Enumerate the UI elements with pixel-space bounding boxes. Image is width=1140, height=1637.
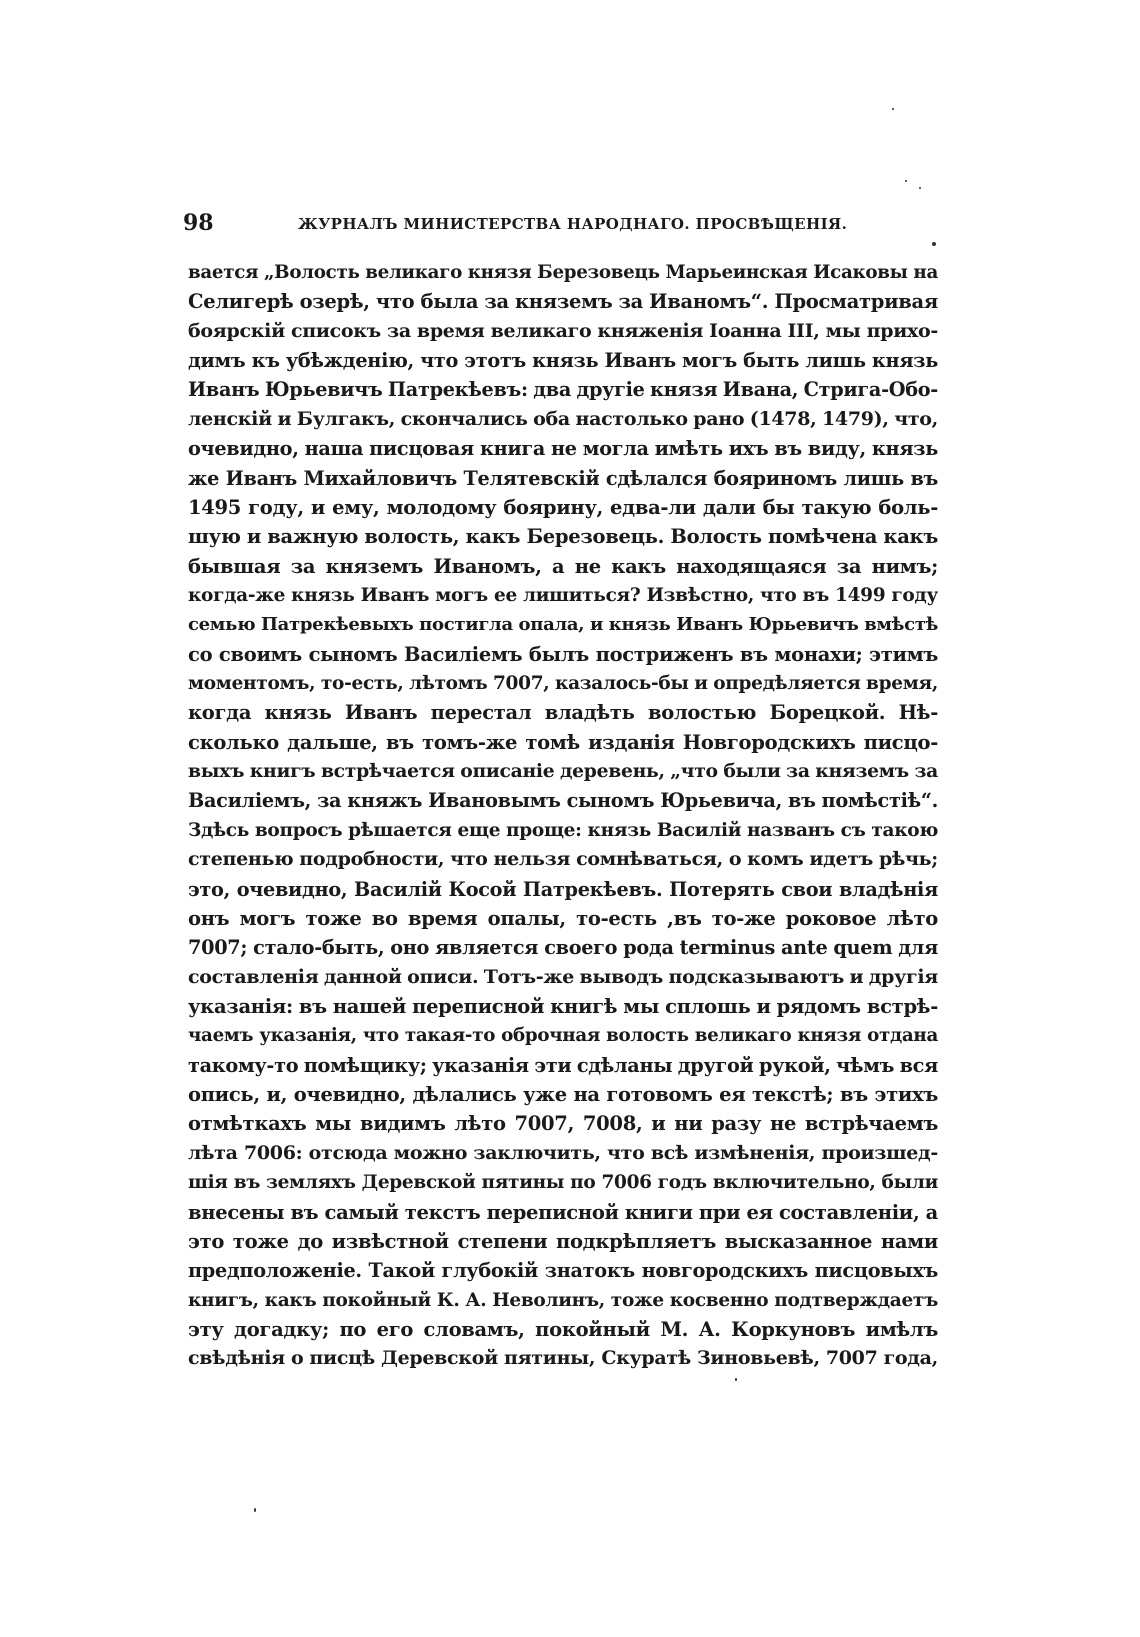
text-line: составленія данной описи. Тотъ-же выводъ подсказываютъ и другія bbox=[188, 965, 938, 988]
text-line: бывшая за княземъ Иваномъ, а не какъ находящаяся за нимъ; bbox=[188, 554, 938, 578]
text-line: когда князь Иванъ перестал владѣть волостью Борецкой. Нѣ- bbox=[188, 701, 938, 725]
page-number: 98 bbox=[183, 210, 214, 236]
text-line: лѣта 7006: отсюда можно заключить, что всѣ измѣненія, произшед- bbox=[188, 1141, 938, 1164]
page-header bbox=[183, 208, 943, 238]
text-line: книгъ, какъ покойный К. А. Неволинъ, тоже косвенно подтверждаетъ bbox=[188, 1289, 938, 1311]
text-line: опись, и, очевидно, дѣлались уже на готовомъ ея текстѣ; въ этихъ bbox=[188, 1083, 938, 1107]
scan-speck bbox=[932, 242, 936, 246]
text-line: семью Патрекѣевыхъ постигла опала, и князь Иванъ Юрьевичъ вмѣстѣ bbox=[188, 614, 938, 636]
body-text bbox=[188, 258, 938, 1374]
text-line: онъ могъ тоже во время опалы, то-есть ,въ то-же роковое лѣто bbox=[188, 906, 938, 930]
running-head: ЖУРНАЛЪ МИНИСТЕРСТВА НАРОДНАГО. ПРОСВѢЩЕНІЯ. bbox=[298, 215, 848, 233]
text-line: димъ къ убѣжденію, что этотъ князь Иванъ могъ быть лишь князь bbox=[188, 349, 938, 373]
scan-speck bbox=[919, 187, 921, 189]
text-line: отмѣткахъ мы видимъ лѣто 7007, 7008, и ни разу не встрѣчаемъ bbox=[188, 1112, 938, 1136]
scan-speck bbox=[905, 180, 907, 182]
text-line: когда-же князь Иванъ могъ ее лишиться? Извѣстно, что въ 1499 году bbox=[188, 584, 938, 606]
text-line: моментомъ, то-есть, лѣтомъ 7007, казалось-бы и опредѣляется время, bbox=[188, 673, 938, 695]
text-line: чаемъ указанія, что такая-то оброчная волость великаго князя отдана bbox=[188, 1025, 938, 1047]
text-line: боярскій списокъ за время великаго княженія Іоанна III, мы прихо- bbox=[188, 319, 938, 342]
text-line: вается „Волость великаго князя Березовець Марьеинская Исаковы на bbox=[188, 262, 938, 283]
text-line: очевидно, наша писцовая книга не могла имѣть ихъ въ виду, князь bbox=[188, 437, 938, 461]
text-line: эту догадку; по его словамъ, покойный М. А. Коркуновъ имѣлъ bbox=[188, 1317, 938, 1341]
text-line: со своимъ сыномъ Василіемъ былъ постриженъ въ монахи; этимъ bbox=[188, 642, 938, 666]
text-line: же Иванъ Михайловичъ Телятевскій сдѣлался бояриномъ лишь въ bbox=[188, 466, 938, 490]
text-line: Василіемъ, за княжъ Ивановымъ сыномъ Юрьевича, въ помѣстіѣ“. bbox=[188, 789, 938, 813]
text-line: Здѣсь вопросъ рѣшается еще проще: князь Василій названъ съ такою bbox=[188, 819, 938, 841]
scan-speck bbox=[254, 1508, 256, 1512]
text-line: шую и важную волость, какъ Березовець. Волость помѣчена какъ bbox=[188, 525, 938, 549]
text-line: сколько дальше, въ томъ-же томѣ изданія Новгородскихъ писцо- bbox=[188, 730, 938, 754]
text-line: свѣдѣнія о писцѣ Деревской пятины, Скуратѣ Зиновьевѣ, 7007 года, bbox=[188, 1347, 938, 1370]
text-line: Селигерѣ озерѣ, что была за княземъ за Иваномъ“. Просматривая bbox=[188, 290, 938, 314]
text-line: такому-то помѣщику; указанія эти сдѣланы другой рукой, чѣмъ вся bbox=[188, 1053, 938, 1077]
text-line: 7007; стало-быть, оно является своего рода terminus ante quem для bbox=[188, 936, 938, 960]
text-line: предположеніе. Такой глубокій знатокъ новгородскихъ писцовыхъ bbox=[188, 1259, 938, 1283]
text-line: ленскій и Булгакъ, скончались оба настолько рано (1478, 1479), что, bbox=[188, 407, 938, 430]
text-line: шія въ земляхъ Деревской пятины по 7006 годъ включительно, были bbox=[188, 1172, 938, 1194]
scan-speck bbox=[892, 108, 894, 110]
text-line: внесены въ самый текстъ переписной книги при ея составленіи, а bbox=[188, 1200, 938, 1224]
text-line: выхъ книгъ встрѣчается описаніе деревень, „что были за княземъ за bbox=[188, 760, 938, 783]
text-line: 1495 году, и ему, молодому боярину, едва-ли дали бы такую боль- bbox=[188, 495, 938, 519]
text-line: это тоже до извѣстной степени подкрѣпляетъ высказанное нами bbox=[188, 1229, 938, 1253]
text-line: это, очевидно, Василій Косой Патрекѣевъ. Потерять свои владѣнія bbox=[188, 877, 938, 901]
text-line: степенью подробности, что нельзя сомнѣваться, о комъ идетъ рѣчь; bbox=[188, 848, 938, 871]
text-line: Иванъ Юрьевичъ Патрекѣевъ: два другіе князя Ивана, Стрига-Обо- bbox=[188, 378, 938, 402]
text-line: указанія: въ нашей переписной книгѣ мы сплошь и рядомъ встрѣ- bbox=[188, 994, 938, 1018]
scan-speck bbox=[735, 1378, 737, 1381]
